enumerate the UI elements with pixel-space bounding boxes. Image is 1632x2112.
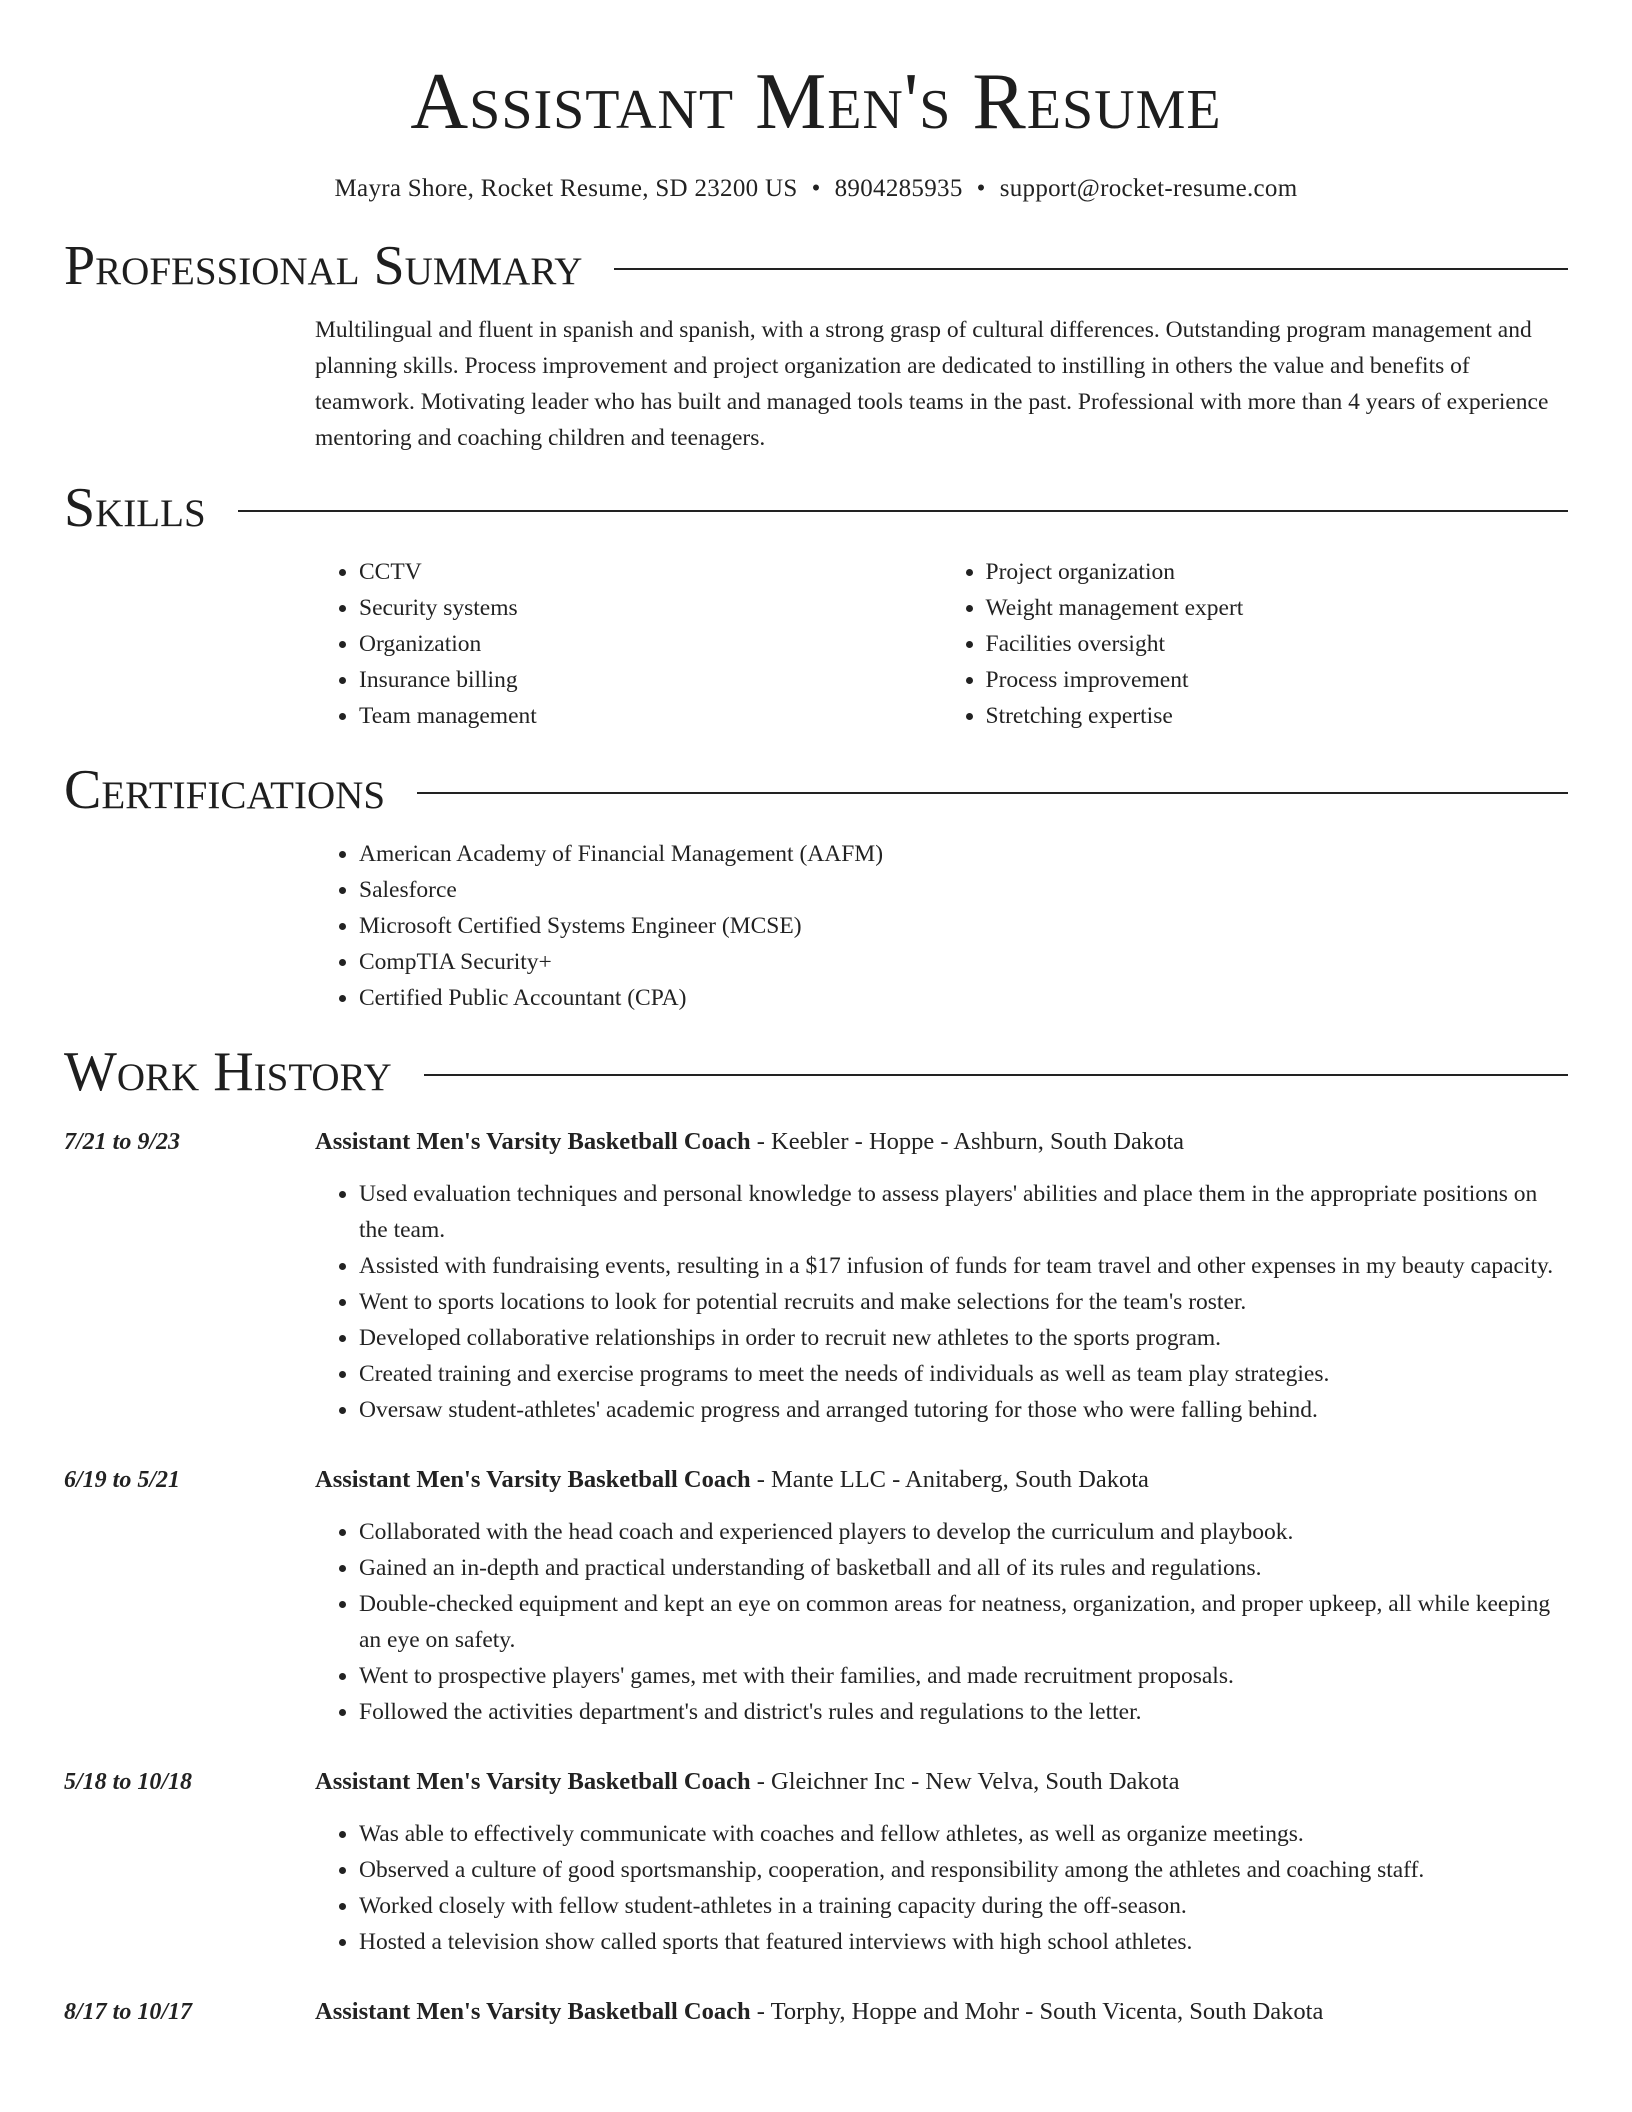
job-bullet: • Gained an in-depth and practical understanding of basketball and all of its rules and regulations. [359,1550,1568,1586]
skill-item: • Project organization [986,554,1569,590]
skill-item: • Stretching expertise [986,698,1569,734]
contact-phone: 8904285935 [834,175,963,202]
job-entry [64,1124,1568,1428]
section-divider [424,1074,1568,1076]
job-title: Assistant Men's Varsity Basketball Coach [315,1998,751,2025]
certifications-list [315,836,1568,1016]
job-employer: - Mante LLC - Anitaberg, South Dakota [750,1466,1149,1493]
skill-item: • CCTV [359,554,942,590]
contact-separator: • [811,175,821,202]
job-details [315,1462,1568,1730]
job-bullet: • Developed collaborative relationships in order to recruit new athletes to the sports program. [359,1320,1568,1356]
job-bullet: • Collaborated with the head coach and experienced players to develop the curriculum and playbook. [359,1514,1568,1550]
job-bullets [315,1176,1568,1428]
contact-email: support@rocket-resume.com [999,175,1298,202]
contact-separator: • [976,175,986,202]
job-employer: - Torphy, Hoppe and Mohr - South Vicenta, South Dakota [750,1998,1324,2025]
contact-line [64,172,1568,206]
job-bullet: • Oversaw student-athletes' academic progress and arranged tutoring for those who were falling behind. [359,1392,1568,1428]
job-entry [64,1994,1568,2030]
skill-item: • Weight management expert [986,590,1569,626]
skills-list [315,554,1568,734]
job-details [315,1124,1568,1428]
job-bullet: • Assisted with fundraising events, resulting in a $17 infusion of funds for team travel and other expenses in my beauty capacity. [359,1248,1568,1284]
job-bullet: • Double-checked equipment and kept an eye on common areas for neatness, organization, and proper upkeep, all while keeping an eye on safety. [359,1586,1568,1658]
job-bullet: • Worked closely with fellow student-athletes in a training capacity during the off-season. [359,1888,1568,1924]
skill-item: • Insurance billing [359,662,942,698]
job-bullet: • Went to prospective players' games, met with their families, and made recruitment proposals. [359,1658,1568,1694]
summary-section-header [64,234,1568,298]
skill-item: • Security systems [359,590,942,626]
certification-item: • American Academy of Financial Management (AAFM) [359,836,1568,872]
job-dates: 7/21 to 9/23 [64,1129,181,1155]
job-entry [64,1462,1568,1730]
job-bullet: • Was able to effectively communicate with coaches and fellow athletes, as well as organize meetings. [359,1816,1568,1852]
certifications-heading: Certifications [64,759,386,821]
skill-item: • Team management [359,698,942,734]
skill-item: • Facilities oversight [986,626,1569,662]
section-divider [614,268,1568,270]
job-heading [315,1462,1568,1498]
job-heading [315,1764,1568,1800]
job-bullets [315,1514,1568,1730]
job-dates: 8/17 to 10/17 [64,1999,193,2025]
section-divider [238,510,1568,512]
job-entry [64,1764,1568,1960]
skill-item: • Process improvement [986,662,1569,698]
skills-column-left [315,554,942,734]
job-bullet: • Hosted a television show called sports that featured interviews with high school athletes. [359,1924,1568,1960]
job-bullet: • Observed a culture of good sportsmanship, cooperation, and responsibility among the athletes and coaching staff. [359,1852,1568,1888]
certification-item: • Certified Public Accountant (CPA) [359,980,1568,1016]
job-title: Assistant Men's Varsity Basketball Coach [315,1128,751,1155]
certifications-section-header [64,758,1568,822]
resume-title: Assistant Men's Resume [410,58,1222,146]
skill-item: • Organization [359,626,942,662]
resume-page [64,0,1568,2030]
skills-heading: Skills [64,477,206,539]
work-history-heading: Work History [64,1041,392,1103]
job-bullet: • Followed the activities department's and district's rules and regulations to the letter. [359,1694,1568,1730]
job-heading [315,1994,1568,2030]
job-heading [315,1124,1568,1160]
certification-item: • CompTIA Security+ [359,944,1568,980]
skills-section-header [64,476,1568,540]
job-bullets [315,1816,1568,1960]
certifications-body [315,836,1568,1016]
job-dates: 6/19 to 5/21 [64,1467,181,1493]
job-details [315,1994,1568,2030]
job-title: Assistant Men's Varsity Basketball Coach [315,1768,751,1795]
summary-text: Multilingual and fluent in spanish and spanish, with a strong grasp of cultural differences. Outstanding program management and planning skills. Process improvement and project organization are dedicated to instilling in others the value and benefits of teamwork. Motivating leader who has built and managed tools teams in the past. Professional with more than 4 years of experience mentoring and coaching children and teenagers. [315,317,1549,451]
work-history-section-header [64,1040,1568,1104]
job-bullet: • Used evaluation techniques and personal knowledge to assess players' abilities and place them in the appropriate positions on the team. [359,1176,1568,1248]
job-employer: - Keebler - Hoppe - Ashburn, South Dakota [750,1128,1185,1155]
skills-column-right [942,554,1569,734]
job-employer: - Gleichner Inc - New Velva, South Dakota [750,1768,1180,1795]
job-details [315,1764,1568,1960]
certification-item: • Salesforce [359,872,1568,908]
job-bullet: • Went to sports locations to look for potential recruits and make selections for the team's roster. [359,1284,1568,1320]
section-divider [417,792,1568,794]
contact-address: Mayra Shore, Rocket Resume, SD 23200 US [334,175,798,202]
summary-body [315,312,1568,456]
certification-item: • Microsoft Certified Systems Engineer (MCSE) [359,908,1568,944]
job-bullet: • Created training and exercise programs to meet the needs of individuals as well as team play strategies. [359,1356,1568,1392]
summary-heading: Professional Summary [64,235,583,297]
job-dates: 5/18 to 10/18 [64,1769,193,1795]
job-title: Assistant Men's Varsity Basketball Coach [315,1466,751,1493]
